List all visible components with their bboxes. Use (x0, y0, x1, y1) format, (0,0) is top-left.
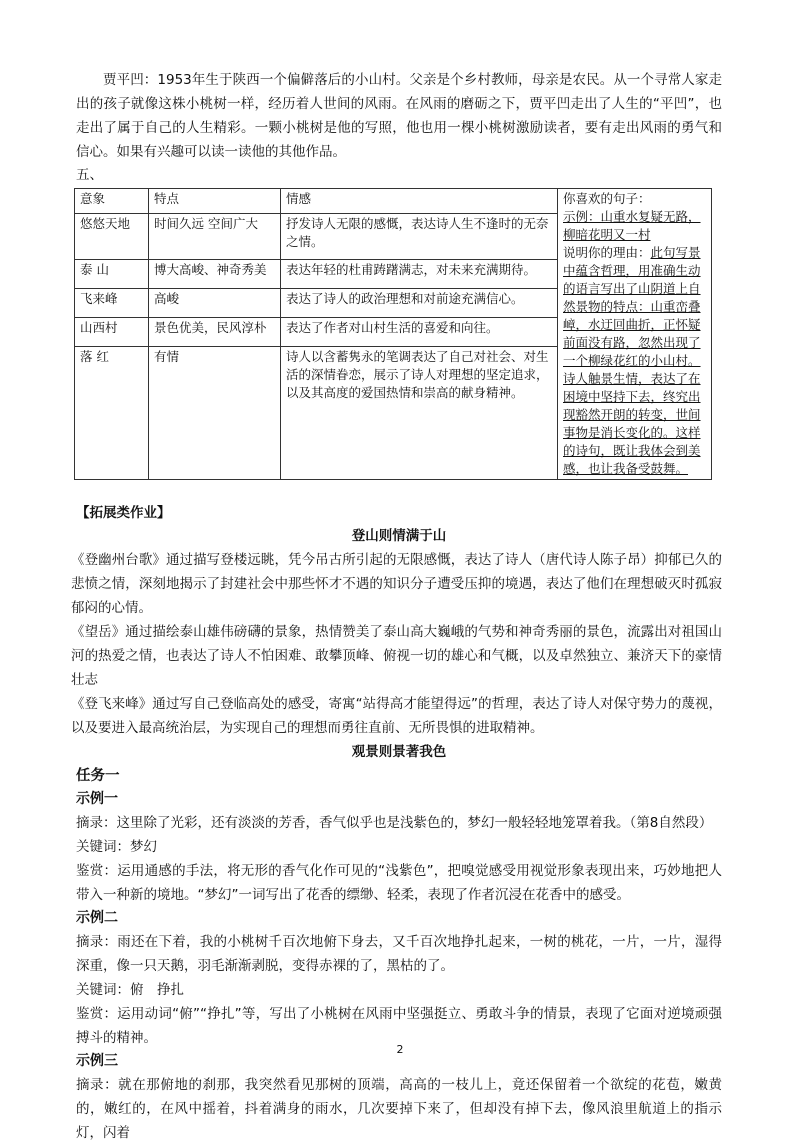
row-emotion: 表达年轻的杜甫踌躇满志，对未来充满期待。 (281, 260, 558, 289)
section-five-label: 五、 (76, 167, 103, 183)
header-emotion: 情感 (281, 189, 558, 214)
example-1-excerpt: 摘录：这里除了光彩，还有淡淡的芳香，香气似乎也是浅紫色的，梦幻一般轻轻地笼罩着我。（第8自然段） (76, 815, 713, 831)
example-1-title: 示例一 (76, 791, 118, 807)
example-1-keyword: 关键词：梦幻 (76, 839, 157, 855)
row-feature: 高峻 (149, 289, 281, 318)
example-3-excerpt: 摘录：就在那俯地的刹那，我突然看见那树的顶端，高高的一枝儿上，竟还保留着一个欲绽的花苞，嫩黄的，嫩红的，在风中摇着，抖着满身的雨水，几次要掉下来了，但却没有掉下去，像风浪里航道上的指示灯，闪着 (76, 1077, 722, 1141)
example-2-appreciation: 鉴赏：运用动词“俯”“挣扎”等，写出了小桃树在风雨中坚强挺立、勇敢斗争的情景，表现了它面对逆境顽强搏斗的精神。 (76, 1006, 722, 1046)
row-image: 悠悠天地 (75, 213, 149, 259)
row-image: 山西村 (75, 318, 149, 347)
part1-paragraph-1: 《登幽州台歌》通过描写登楼远眺，凭今吊古所引起的无限感慨，表达了诗人（唐代诗人陈子昂）抑郁已久的悲愤之情，深刻地揭示了封建社会中那些怀才不遇的知识分子遭受压抑的境遇，表达了他们在理想破灭时孤寂郁闷的心情。 (71, 552, 722, 616)
extension-title: 【拓展类作业】 (76, 505, 171, 521)
example-3-title: 示例三 (76, 1053, 118, 1069)
task-title: 任务一 (76, 768, 120, 784)
example-2-title: 示例二 (76, 910, 118, 926)
row-emotion: 表达了作者对山村生活的喜爱和向往。 (281, 318, 558, 347)
example-2-excerpt: 摘录：雨还在下着，我的小桃树千百次地俯下身去，又千百次地挣扎起来，一树的桃花，一片，一片，湿得深重，像一只天鹅，羽毛渐渐剥脱，变得赤裸的了，黑枯的了。 (76, 934, 722, 974)
intro-paragraph: 贾平凹：1953年生于陕西一个偏僻落后的小山村。父亲是个乡村教师，母亲是农民。从一个寻常人家走出的孩子就像这株小桃树一样，经历着人世间的风雨。在风雨的磨砺之下，贾平凹走出了人生的“平凹”，也走出了属于自己的人生精彩。一颗小桃树是他的写照，他也用一棵小桃树激励读者，要有走出风雨的勇气和信心。如果有兴趣可以读一读他的其他作品。 (76, 72, 722, 160)
part1-title: 登山则情满于山 (351, 528, 447, 544)
part1-paragraph-2: 《望岳》通过描绘泰山雄伟磅礴的景象，热情赞美了泰山高大巍峨的气势和神奇秀丽的景色，流露出对祖国山河的热爱之情，也表达了诗人不怕困难、敢攀顶峰、俯视一切的雄心和气概，以及卓然独立、兼济天下的豪情壮志 (71, 624, 722, 688)
favorite-reason (563, 244, 706, 478)
row-emotion: 诗人以含蓄隽永的笔调表达了自己对社会、对生活的深情眷恋，展示了诗人对理想的坚定追求，以及其高度的爱国热情和崇高的献身精神。 (281, 347, 558, 480)
row-image: 泰 山 (75, 260, 149, 289)
imagery-table (74, 188, 712, 480)
row-feature: 景色优美，民风淳朴 (149, 318, 281, 347)
reason-label: 说明你的理由： (563, 245, 651, 260)
header-image: 意象 (75, 189, 149, 214)
example-2-keyword: 关键词：俯 挣扎 (76, 982, 184, 998)
example-1-appreciation: 鉴赏：运用通感的手法，将无形的香气化作可见的“浅紫色”，把嗅觉感受用视觉形象表现出来，巧妙地把人带入一种新的境地。“梦幻”一词写出了花香的缥缈、轻柔，表现了作者沉浸在花香中的感受。 (76, 863, 722, 903)
favorite-sentence-cell (558, 189, 712, 480)
part1-paragraph-3: 《登飞来峰》通过写自己登临高处的感受，寄寓“站得高才能望得远”的哲理，表达了诗人对保守势力的蔑视，以及要进入最高统治层，为实现自己的理想而勇往直前、无所畏惧的进取精神。 (71, 696, 722, 736)
document-page (71, 68, 722, 1145)
favorite-example: 示例：山重水复疑无路，柳暗花明又一村 (563, 209, 701, 242)
row-emotion: 抒发诗人无限的感慨，表达诗人生不逢时的无奈之情。 (281, 213, 558, 259)
table-header-row (75, 189, 712, 214)
row-emotion: 表达了诗人的政治理想和对前途充满信心。 (281, 289, 558, 318)
page-number: 2 (396, 1043, 404, 1056)
row-image: 飞来峰 (75, 289, 149, 318)
row-feature: 时间久远 空间广大 (149, 213, 281, 259)
header-feature: 特点 (149, 189, 281, 214)
reason-text: 此句写景中蕴含哲理，用准确生动的语言写出了山阴道上自然景物的特点：山重峦叠嶂，水迂回曲折，正怀疑前面没有路，忽然出现了一个柳绿花红的小山村。诗人触景生情，表达了在困境中坚持下去，终究出现豁然开朗的转变，世间事物是消长变化的。这样的诗句，既让我体会到美感，也让我备受鼓舞。 (563, 245, 701, 476)
favorite-prompt: 你喜欢的句子： (563, 191, 651, 206)
row-image: 落 红 (75, 347, 149, 480)
part2-title: 观景则景著我色 (351, 744, 447, 760)
row-feature: 有情 (149, 347, 281, 480)
row-feature: 博大高峻、神奇秀美 (149, 260, 281, 289)
